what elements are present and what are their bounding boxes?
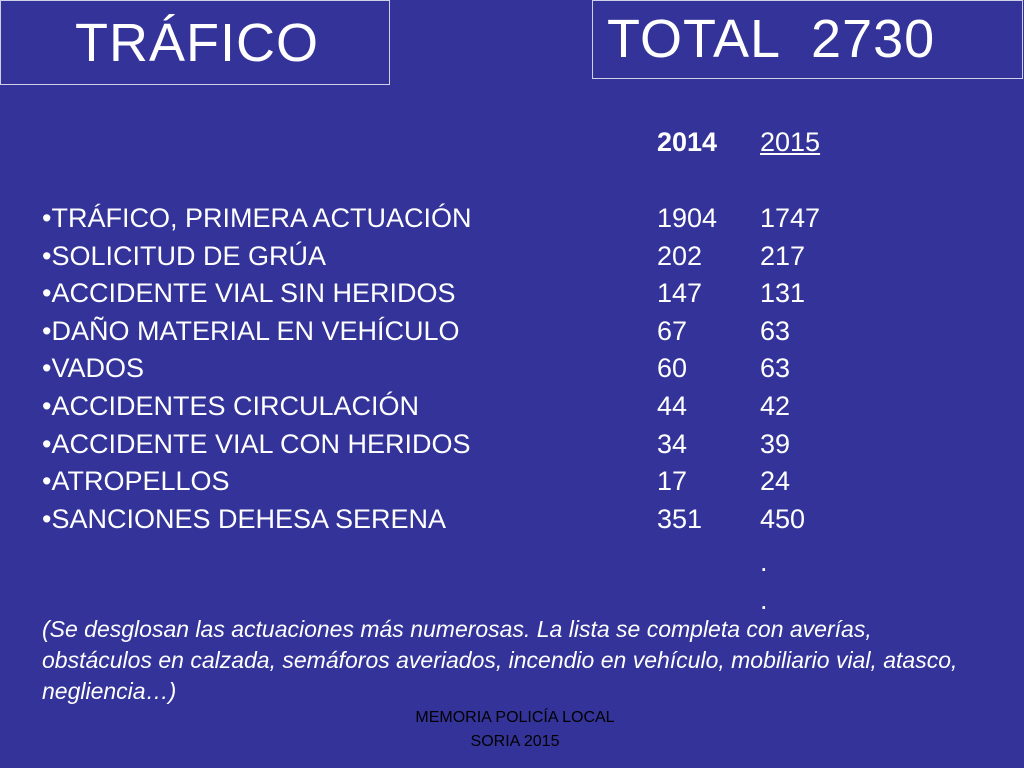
row-value-2015: 24	[760, 466, 791, 497]
row-value-2015: 63	[760, 353, 791, 384]
row-label: •SANCIONES DEHESA SERENA	[42, 503, 447, 534]
table-row	[42, 238, 942, 276]
row-label: •DAÑO MATERIAL EN VEHÍCULO	[42, 315, 460, 346]
row-value-2014: 34	[657, 428, 688, 459]
table-row	[42, 426, 942, 464]
row-label: •VADOS	[42, 353, 144, 384]
row-value-2015: 42	[760, 390, 791, 421]
row-value-2014: 60	[657, 353, 688, 384]
total-value: TOTAL 2730	[607, 9, 936, 69]
table-row	[42, 501, 942, 539]
row-label: •ACCIDENTES CIRCULACIÓN	[42, 390, 419, 421]
row-value-2015: 131	[760, 278, 806, 309]
stats-table	[42, 200, 942, 538]
row-label: •SOLICITUD DE GRÚA	[42, 240, 326, 271]
row-value-2014: 44	[657, 390, 688, 421]
year-header-2014: 2014	[657, 127, 718, 157]
row-value-2014: 147	[657, 278, 703, 309]
row-value-2015: 217	[760, 240, 806, 271]
year-header-2015: 2015	[760, 127, 821, 157]
table-row	[42, 350, 942, 388]
row-value-2014: 351	[657, 503, 703, 534]
row-value-2015: 63	[760, 315, 791, 346]
page-title: TRÁFICO	[75, 13, 319, 73]
table-row	[42, 275, 942, 313]
table-row	[42, 313, 942, 351]
footer-line-2: SORIA 2015	[470, 733, 560, 750]
row-label: •TRÁFICO, PRIMERA ACTUACIÓN	[42, 203, 472, 233]
row-value-2015: 450	[760, 503, 806, 534]
table-row	[42, 200, 942, 238]
table-row	[42, 463, 942, 501]
row-label: •ACCIDENTE VIAL SIN HERIDOS	[42, 278, 456, 309]
title-box	[0, 0, 390, 85]
continuation-mark: .	[760, 585, 768, 615]
footnote-text: (Se desglosan las actuaciones más numerosas. La lista se completa con averías, obstáculos en calzada, semáforos averiados, incendio en vehículo, mobiliario vial, atasco, negliencia…)	[42, 616, 958, 704]
row-value-2014: 17	[657, 466, 688, 497]
continuation-mark: .	[760, 547, 768, 577]
table-row	[42, 388, 942, 426]
row-value-2015: 39	[760, 428, 791, 459]
footer-line-1: MEMORIA POLICÍA LOCAL	[415, 709, 615, 726]
row-label: •ATROPELLOS	[42, 466, 230, 497]
row-value-2015: 1747	[760, 203, 821, 233]
row-value-2014: 67	[657, 315, 688, 346]
row-value-2014: 1904	[657, 203, 718, 233]
total-box	[592, 0, 1023, 79]
row-value-2014: 202	[657, 240, 703, 271]
slide-footer	[370, 706, 660, 754]
row-label: •ACCIDENTE VIAL CON HERIDOS	[42, 428, 471, 459]
